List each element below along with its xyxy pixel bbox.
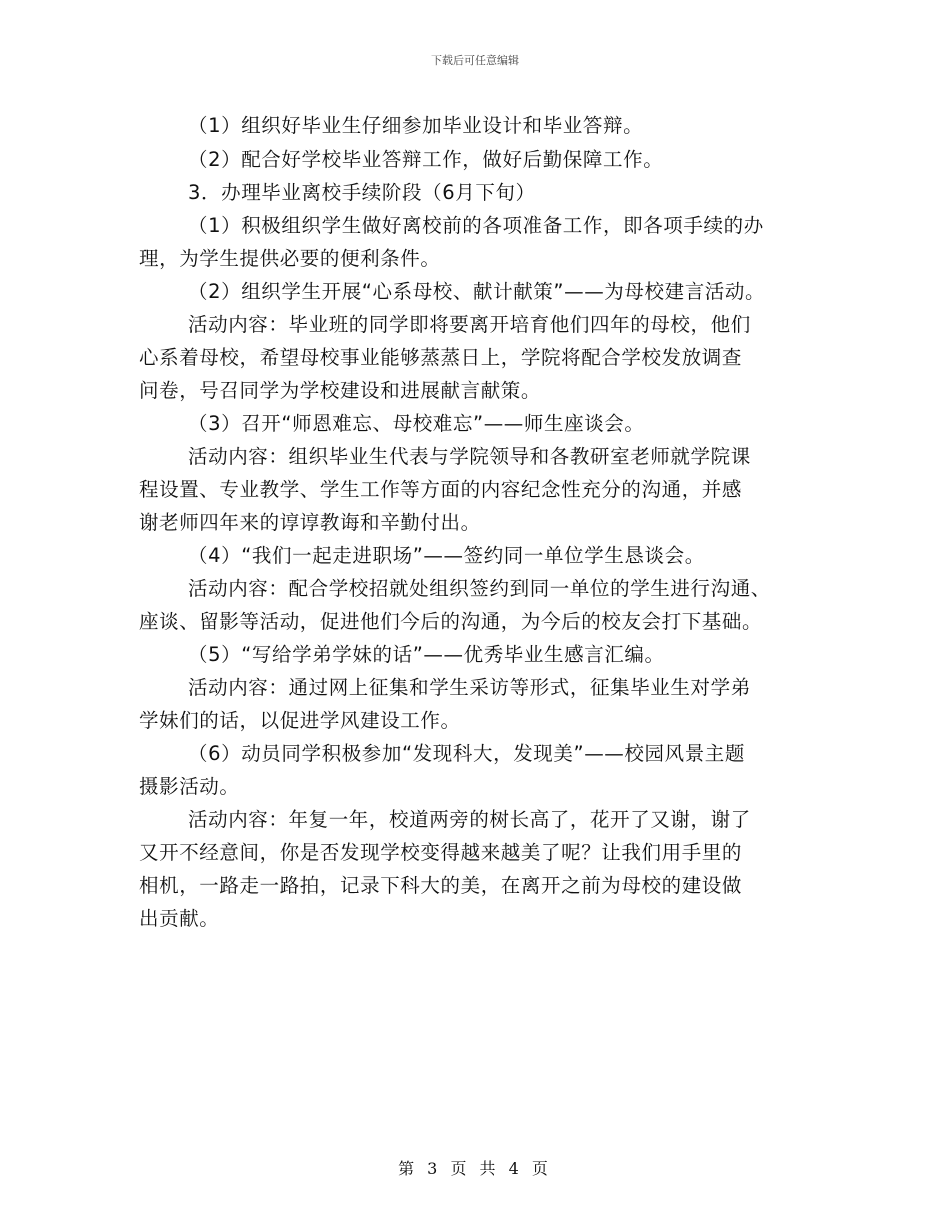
text-line: 相机，一路走一路拍，记录下科大的美，在离开之前为母校的建设做	[139, 874, 743, 897]
text-line: 3．办理毕业离校手续阶段（6月下旬）	[188, 181, 536, 204]
text-line: 活动内容：组织毕业生代表与学院领导和各教研室老师就学院课	[188, 445, 751, 468]
text-line: （1）组织好毕业生仔细参加毕业设计和毕业答辩。	[188, 114, 644, 137]
text-line: 学妹们的话，以促进学风建设工作。	[139, 709, 461, 732]
text-line: 活动内容：年复一年，校道两旁的树长高了，花开了又谢，谢了	[188, 808, 751, 831]
text-line: 活动内容：配合学校招就处组织签约到同一单位的学生进行沟通、	[188, 577, 771, 600]
text-line: 问卷，号召同学为学校建设和进展献言献策。	[139, 379, 542, 402]
page-header: 下载后可任意编辑	[431, 54, 519, 67]
text-line: 座谈、留影等活动，促进他们今后的沟通，为今后的校友会打下基础。	[139, 610, 763, 633]
text-line: （3）召开“师恩难忘、母校难忘”——师生座谈会。	[188, 412, 645, 435]
text-line: 心系着母校，希望母校事业能够蒸蒸日上，学院将配合学校发放调查	[139, 346, 743, 369]
text-line: 谢老师四年来的谆谆教诲和辛勤付出。	[139, 511, 481, 534]
text-line: 程设置、专业教学、学生工作等方面的内容纪念性充分的沟通，并感	[139, 478, 743, 501]
text-line: （2）组织学生开展“心系母校、献计献策”——为母校建言活动。	[188, 280, 766, 303]
text-line: 出贡献。	[139, 907, 220, 930]
text-line: 理，为学生提供必要的便利条件。	[139, 247, 441, 270]
text-line: 活动内容：通过网上征集和学生采访等形式，征集毕业生对学弟	[188, 676, 751, 699]
text-line: （4）“我们一起走进职场”——签约同一单位学生恳谈会。	[188, 544, 705, 567]
text-line: （2）配合好学校毕业答辩工作，做好后勤保障工作。	[188, 148, 664, 171]
text-line: 活动内容：毕业班的同学即将要离开培育他们四年的母校，他们	[188, 313, 751, 336]
page-footer: 第 3 页 共 4 页	[398, 1159, 552, 1178]
text-line: 又开不经意间，你是否发现学校变得越来越美了呢？让我们用手里的	[139, 841, 743, 864]
text-line: （5）“写给学弟学妹的话”——优秀毕业生感言汇编。	[188, 643, 665, 666]
text-line: （6）动员同学积极参加“发现科大，发现美”——校园风景主题	[188, 742, 746, 765]
text-line: 摄影活动。	[139, 775, 240, 798]
text-line: （1）积极组织学生做好离校前的各项准备工作，即各项手续的办	[188, 214, 764, 237]
